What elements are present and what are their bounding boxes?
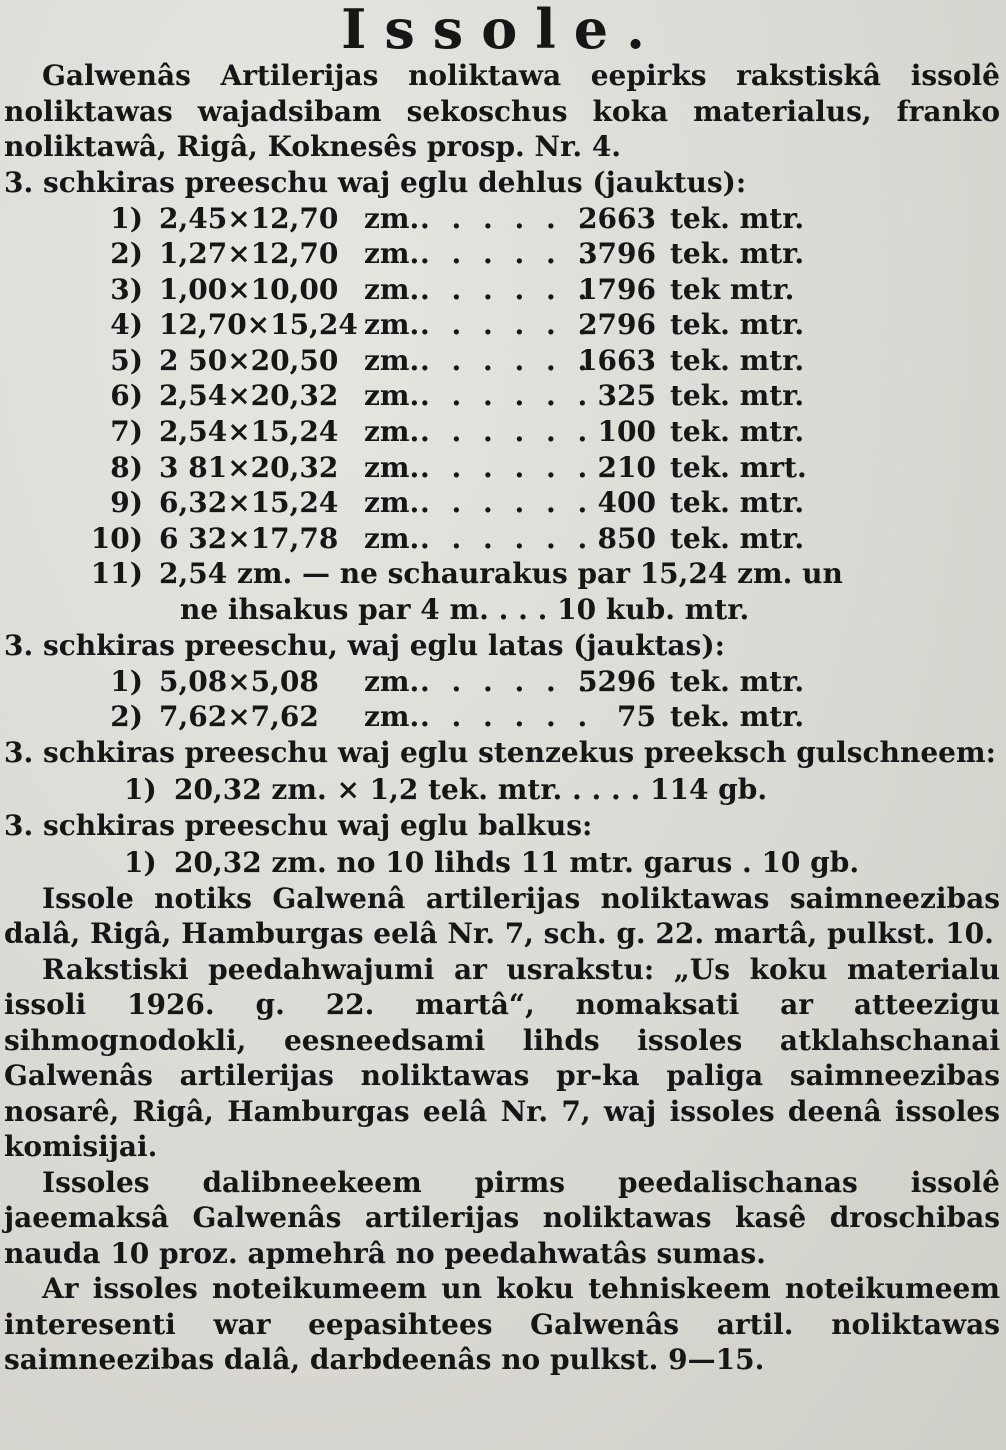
item-quantity: 2663 [578, 201, 656, 235]
item-unit: zm. [364, 450, 420, 484]
item-measure-unit: tek. mtr. [670, 343, 805, 377]
item-measure-unit: tek. mtr. [670, 201, 805, 235]
list-item [4, 771, 1000, 808]
item-number: 1) [124, 772, 157, 806]
item-size: 2,54×15,24 [159, 415, 339, 449]
laths-list [4, 664, 1000, 735]
item-size: 6 32×17,78 [159, 521, 339, 555]
leader-dots: . . . . . . [420, 343, 594, 377]
item-quantity: 1663 [578, 343, 656, 377]
list-item [4, 236, 1000, 272]
offers-paragraph: Rakstiski peedahwajumi ar usrakstu: „Us koku materialu issoli 1926. g. 22. martâ“, nomaksati ar atteezigu sihmognodokli, eesneedsami lihds issoles atklahschanai Galwenâs artilerijas noliktawas pr-ka paliga saimneezibas nosarê, Rigâ, Hamburgas eelâ Nr. 7, waj issoles deenâ issoles komisijai. [4, 952, 1000, 1164]
list-item [4, 521, 1000, 557]
item-number: 8) [110, 450, 143, 484]
item-unit: zm. [364, 700, 420, 734]
item-measure-unit: tek. mtr. [670, 486, 805, 520]
item-quantity: 5296 [578, 664, 656, 698]
leader-dots: . . . . . . [420, 415, 594, 449]
item-measure-unit: tek. mtr. [670, 237, 805, 271]
item-number: 2) [110, 237, 143, 271]
list-item [4, 556, 1000, 592]
item-size: 6,32×15,24 [159, 486, 339, 520]
item-number: 5) [110, 343, 143, 377]
leader-dots: . . . . . . [420, 486, 594, 520]
leader-dots: . . . . . . [420, 308, 594, 342]
list-item [4, 343, 1000, 379]
leader-dots: . . . . . . [420, 521, 594, 555]
item-quantity: 100 [597, 415, 656, 449]
item-quantity: 75 [617, 700, 656, 734]
item-unit: zm. [364, 343, 420, 377]
item-quantity: 400 [597, 486, 656, 520]
item-number: 11) [90, 557, 143, 591]
list-item [4, 307, 1000, 343]
section-heading-stanchions: 3. schkiras preeschu waj eglu stenzekus preeksch gulschneem: [4, 735, 996, 769]
item-unit: zm. [364, 237, 420, 271]
item-measure-unit: tek. mrt. [670, 450, 807, 484]
list-item [4, 414, 1000, 450]
item-number: 1) [110, 201, 143, 235]
item-text: 20,32 zm. no 10 lihds 11 mtr. garus . 10 gb. [174, 845, 860, 879]
item-measure-unit: tek. mtr. [670, 664, 805, 698]
item-number: 4) [110, 308, 143, 342]
notice-title: Issole. [341, 0, 663, 61]
item-unit: zm. [364, 201, 420, 235]
item-unit: zm. [364, 486, 420, 520]
item-size: 3 81×20,32 [159, 450, 339, 484]
item-number: 9) [110, 486, 143, 520]
item-number: 2) [110, 700, 143, 734]
leader-dots: . . . . . . [420, 272, 594, 306]
location-paragraph: Issole notiks Galwenâ artilerijas noliktawas saimneezibas dalâ, Rigâ, Hamburgas eelâ Nr. 7, sch. g. 22. martâ, pulkst. 10. [4, 881, 1000, 951]
item-size: 2 50×20,50 [159, 343, 339, 377]
item-text: 2,54 zm. — ne schaurakus par 15,24 zm. un [159, 557, 843, 591]
list-item [4, 378, 1000, 414]
list-item [4, 450, 1000, 486]
item-measure-unit: tek mtr. [670, 272, 795, 306]
list-item [4, 844, 1000, 881]
item-unit: zm. [364, 308, 420, 342]
item-number: 1) [124, 845, 157, 879]
item-unit: zm. [364, 521, 420, 555]
section-heading-beams: 3. schkiras preeschu waj eglu balkus: [4, 808, 593, 842]
item-number: 7) [110, 415, 143, 449]
list-item [4, 699, 1000, 735]
conditions-paragraph: Ar issoles noteikumeem un koku tehniskeem noteikumeem interesenti war eepasihtees Galwenâs artil. noliktawas saimneezibas dalâ, darbdeenâs no pulkst. 9—15. [4, 1272, 1000, 1377]
item-quantity: 850 [597, 521, 656, 555]
deposit-paragraph: Issoles dalibneekeem pirms peedalischanas issolê jaeemaksâ Galwenâs artilerijas noliktawas kasê droschibas nauda 10 proz. apmehrâ no peedahwatâs sumas. [4, 1165, 1000, 1270]
item-size: 2,45×12,70 [159, 201, 339, 235]
item-number: 1) [110, 664, 143, 698]
item-measure-unit: tek. mtr. [670, 700, 805, 734]
list-item-continued [4, 592, 1000, 628]
item-number: 10) [90, 521, 143, 555]
item-quantity: 210 [597, 450, 656, 484]
item-quantity: 2796 [578, 308, 656, 342]
item-text: ne ihsakus par 4 m. . . . 10 kub. mtr. [180, 593, 750, 627]
item-size: 2,54×20,32 [159, 379, 339, 413]
leader-dots: . . . . . . [420, 201, 594, 235]
boards-list [4, 201, 1000, 557]
section-heading-boards: 3. schkiras preeschu waj eglu dehlus (jauktus): [4, 165, 747, 199]
item-measure-unit: tek. mtr. [670, 379, 805, 413]
leader-dots: . . . . . . [420, 700, 594, 734]
item-measure-unit: tek. mtr. [670, 521, 805, 555]
section-heading-laths: 3. schkiras preeschu, waj eglu latas (jauktas): [4, 628, 725, 662]
item-size: 1,00×10,00 [159, 272, 339, 306]
item-quantity: 325 [597, 379, 656, 413]
item-number: 6) [110, 379, 143, 413]
list-item [4, 201, 1000, 237]
item-measure-unit: tek. mtr. [670, 415, 805, 449]
item-size: 7,62×7,62 [159, 700, 319, 734]
item-size: 1,27×12,70 [159, 237, 339, 271]
item-measure-unit: tek. mtr. [670, 308, 805, 342]
item-quantity: 3796 [578, 237, 656, 271]
item-number: 3) [110, 272, 143, 306]
leader-dots: . . . . . . [420, 664, 594, 698]
item-text: 20,32 zm. × 1,2 tek. mtr. . . . . 114 gb. [174, 772, 768, 806]
item-unit: zm. [364, 379, 420, 413]
leader-dots: . . . . . . [420, 237, 594, 271]
list-item [4, 485, 1000, 521]
item-unit: zm. [364, 272, 420, 306]
item-unit: zm. [364, 415, 420, 449]
list-item [4, 272, 1000, 308]
leader-dots: . . . . . . [420, 450, 594, 484]
item-quantity: 1796 [578, 272, 656, 306]
list-item [4, 664, 1000, 700]
leader-dots: . . . . . . [420, 379, 594, 413]
item-unit: zm. [364, 664, 420, 698]
item-size: 5,08×5,08 [159, 664, 319, 698]
intro-paragraph: Galwenâs Artilerijas noliktawa eepirks rakstiskâ issolê noliktawas wajadsibam sekoschus koka materialus, franko noliktawâ, Rigâ, Koknesês prosp. Nr. 4. [4, 59, 1000, 163]
item-size: 12,70×15,24 [159, 308, 358, 342]
